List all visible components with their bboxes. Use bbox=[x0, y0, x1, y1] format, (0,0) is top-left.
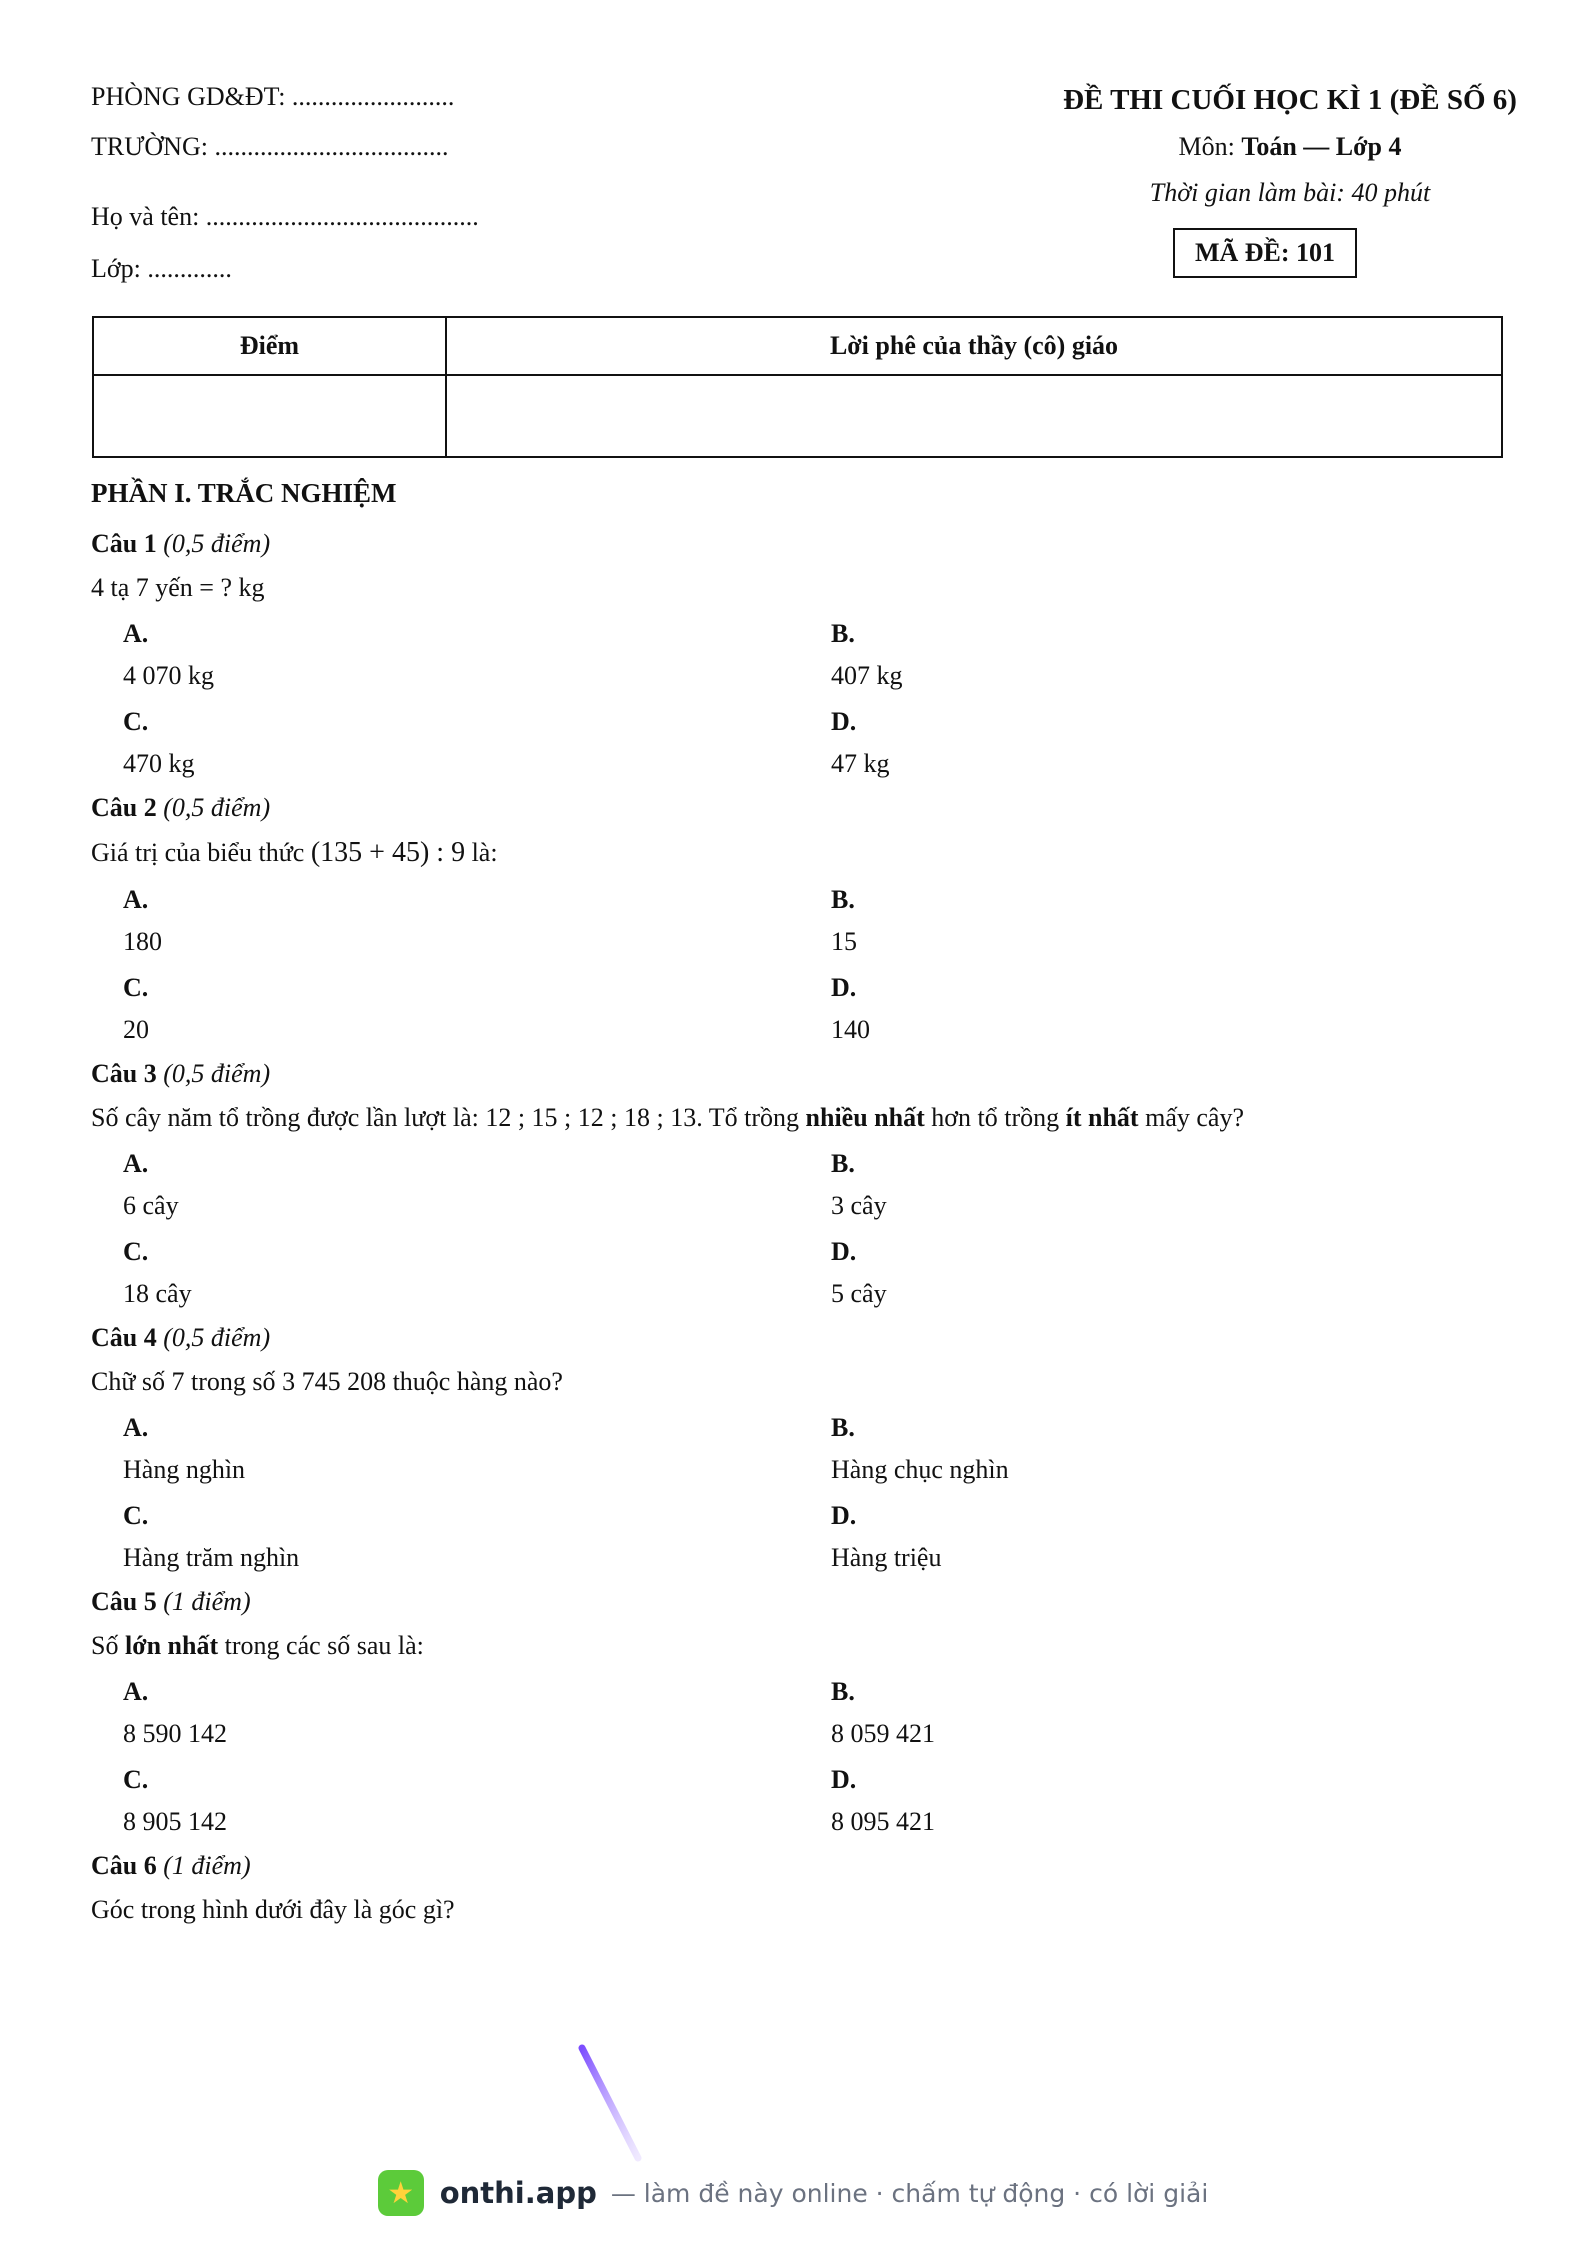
option-value: 180 bbox=[123, 927, 162, 956]
option-letter: B. bbox=[831, 885, 855, 914]
option-letter: C. bbox=[123, 1765, 149, 1794]
option-value: 470 kg bbox=[123, 749, 195, 778]
option-letter: C. bbox=[123, 973, 149, 1002]
text-emphasis: nhiều nhất bbox=[805, 1103, 925, 1132]
option-letter: D. bbox=[831, 1237, 857, 1266]
class-line: Lớp: ............. bbox=[91, 254, 232, 283]
option-b[interactable] bbox=[831, 621, 1539, 689]
question-points: (1 điểm) bbox=[163, 1851, 251, 1880]
exam-content bbox=[91, 478, 1511, 1943]
option-b[interactable] bbox=[831, 1679, 1539, 1747]
option-d[interactable] bbox=[831, 1767, 1539, 1835]
exam-title: ĐỀ THI CUỐI HỌC KÌ 1 (ĐỀ SỐ 6) bbox=[1063, 84, 1517, 116]
question-5 bbox=[91, 1589, 1511, 1835]
question-3 bbox=[91, 1061, 1511, 1307]
option-value: 8 905 142 bbox=[123, 1807, 227, 1836]
question-text bbox=[91, 839, 1511, 867]
question-text bbox=[91, 1105, 1511, 1131]
name-line: Họ và tên: .......................................... bbox=[91, 202, 479, 231]
option-value: 47 kg bbox=[831, 749, 890, 778]
school-line: TRƯỜNG: .................................... bbox=[91, 132, 449, 161]
question-points: (0,5 điểm) bbox=[163, 529, 271, 558]
option-value: 18 cây bbox=[123, 1279, 192, 1308]
question-text bbox=[91, 1369, 1511, 1395]
number-value: 3 745 208 bbox=[282, 1367, 387, 1396]
option-c[interactable] bbox=[123, 1239, 831, 1307]
footer-content bbox=[378, 2170, 1209, 2216]
option-a[interactable] bbox=[123, 1415, 831, 1483]
star-icon: ★ bbox=[378, 2170, 424, 2216]
option-c[interactable] bbox=[123, 975, 831, 1043]
option-value: 5 cây bbox=[831, 1279, 887, 1308]
options bbox=[91, 887, 1511, 1043]
option-value: 8 059 421 bbox=[831, 1719, 935, 1748]
option-value: 8 590 142 bbox=[123, 1719, 227, 1748]
option-value: Hàng trăm nghìn bbox=[123, 1543, 300, 1572]
option-letter: D. bbox=[831, 707, 857, 736]
option-letter: D. bbox=[831, 1501, 857, 1530]
question-header bbox=[91, 1589, 1511, 1615]
text-emphasis: lớn nhất bbox=[124, 1631, 219, 1660]
option-a[interactable] bbox=[123, 621, 831, 689]
score-cell[interactable] bbox=[93, 375, 446, 457]
question-header bbox=[91, 1325, 1511, 1351]
option-letter: B. bbox=[831, 1413, 855, 1442]
option-letter: D. bbox=[831, 973, 857, 1002]
section-title: PHẦN I. TRẮC NGHIỆM bbox=[91, 478, 397, 508]
option-letter: A. bbox=[123, 619, 149, 648]
question-points: (0,5 điểm) bbox=[163, 1059, 271, 1088]
option-letter: B. bbox=[831, 1677, 855, 1706]
text-part: mấy cây? bbox=[1138, 1103, 1244, 1132]
exam-subject bbox=[1000, 132, 1580, 162]
comment-cell[interactable] bbox=[446, 375, 1502, 457]
text-part: Chữ số 7 trong số bbox=[91, 1367, 283, 1396]
option-a[interactable] bbox=[123, 1679, 831, 1747]
option-value: 3 cây bbox=[831, 1191, 887, 1220]
option-letter: A. bbox=[123, 1677, 149, 1706]
option-letter: C. bbox=[123, 1501, 149, 1530]
options bbox=[91, 1415, 1511, 1571]
comment-header: Lời phê của thầy (cô) giáo bbox=[446, 317, 1502, 375]
subject-prefix: Môn: bbox=[1178, 132, 1242, 161]
option-letter: A. bbox=[123, 885, 149, 914]
option-a[interactable] bbox=[123, 887, 831, 955]
options bbox=[91, 1679, 1511, 1835]
option-a[interactable] bbox=[123, 1151, 831, 1219]
option-d[interactable] bbox=[831, 975, 1539, 1043]
question-points: (0,5 điểm) bbox=[163, 793, 271, 822]
question-header bbox=[91, 1061, 1511, 1087]
question-label: Câu 1 bbox=[91, 529, 157, 558]
angle-figure-fragment bbox=[570, 2040, 650, 2170]
question-text: Góc trong hình dưới đây là góc gì? bbox=[91, 1895, 455, 1924]
options bbox=[91, 1151, 1511, 1307]
brand-tagline: — làm đề này online · chấm tự động · có lời giải bbox=[610, 2178, 1209, 2208]
option-c[interactable] bbox=[123, 709, 831, 777]
option-d[interactable] bbox=[831, 1239, 1539, 1307]
option-b[interactable] bbox=[831, 1151, 1539, 1219]
exam-code: MÃ ĐỀ: 101 bbox=[1173, 228, 1357, 278]
question-1 bbox=[91, 531, 1511, 777]
option-c[interactable] bbox=[123, 1503, 831, 1571]
option-letter: C. bbox=[123, 707, 149, 736]
question-points: (1 điểm) bbox=[163, 1587, 251, 1616]
text-part: Số cây năm tổ trồng được lần lượt là: 12 ; 15 ; 12 ; 18 ; 13. Tổ trồng bbox=[91, 1103, 806, 1132]
question-text bbox=[91, 1633, 1511, 1659]
text-part: trong các số sau là: bbox=[218, 1631, 424, 1660]
question-label: Câu 3 bbox=[91, 1059, 157, 1088]
score-header: Điểm bbox=[93, 317, 446, 375]
option-d[interactable] bbox=[831, 709, 1539, 777]
footer-banner[interactable] bbox=[0, 2170, 1586, 2216]
option-value: Hàng nghìn bbox=[123, 1455, 246, 1484]
question-6 bbox=[91, 1853, 1511, 1923]
question-4 bbox=[91, 1325, 1511, 1571]
option-letter: C. bbox=[123, 1237, 149, 1266]
exam-time: Thời gian làm bài: 40 phút bbox=[1149, 178, 1431, 207]
option-value: 140 bbox=[831, 1015, 870, 1044]
option-letter: B. bbox=[831, 619, 855, 648]
text-emphasis: ít nhất bbox=[1065, 1103, 1139, 1132]
question-label: Câu 4 bbox=[91, 1323, 157, 1352]
option-letter: B. bbox=[831, 1149, 855, 1178]
options bbox=[91, 621, 1511, 777]
text-part: là: bbox=[465, 838, 498, 867]
score-table bbox=[92, 316, 1503, 458]
option-b[interactable] bbox=[831, 887, 1539, 955]
option-letter: D. bbox=[831, 1765, 857, 1794]
question-points: (0,5 điểm) bbox=[163, 1323, 271, 1352]
dept-line: PHÒNG GD&ĐT: ......................... bbox=[91, 82, 455, 111]
question-header bbox=[91, 1853, 1511, 1879]
question-2 bbox=[91, 795, 1511, 1043]
option-value: 20 bbox=[123, 1015, 149, 1044]
option-value: 407 kg bbox=[831, 661, 903, 690]
math-expression: (135 + 45) : 9 bbox=[310, 837, 466, 868]
option-letter: A. bbox=[123, 1413, 149, 1442]
option-value: 15 bbox=[831, 927, 857, 956]
option-value: Hàng triệu bbox=[831, 1543, 942, 1572]
question-text: 4 tạ 7 yến = ? kg bbox=[91, 573, 265, 602]
option-value: 8 095 421 bbox=[831, 1807, 935, 1836]
question-label: Câu 2 bbox=[91, 793, 157, 822]
question-header bbox=[91, 531, 1511, 557]
question-label: Câu 5 bbox=[91, 1587, 157, 1616]
option-b[interactable] bbox=[831, 1415, 1539, 1483]
question-label: Câu 6 bbox=[91, 1851, 157, 1880]
subject-value: Toán — Lớp 4 bbox=[1241, 132, 1402, 161]
option-c[interactable] bbox=[123, 1767, 831, 1835]
text-part: Số bbox=[91, 1631, 125, 1660]
text-part: hơn tổ trồng bbox=[924, 1103, 1066, 1132]
question-header bbox=[91, 795, 1511, 821]
text-part: Giá trị của biểu thức bbox=[91, 838, 311, 867]
text-part: thuộc hàng nào? bbox=[386, 1367, 563, 1396]
option-letter: A. bbox=[123, 1149, 149, 1178]
option-value: Hàng chục nghìn bbox=[831, 1455, 1009, 1484]
option-d[interactable] bbox=[831, 1503, 1539, 1571]
brand-name: onthi.app bbox=[439, 2176, 597, 2210]
option-value: 6 cây bbox=[123, 1191, 179, 1220]
option-value: 4 070 kg bbox=[123, 661, 214, 690]
